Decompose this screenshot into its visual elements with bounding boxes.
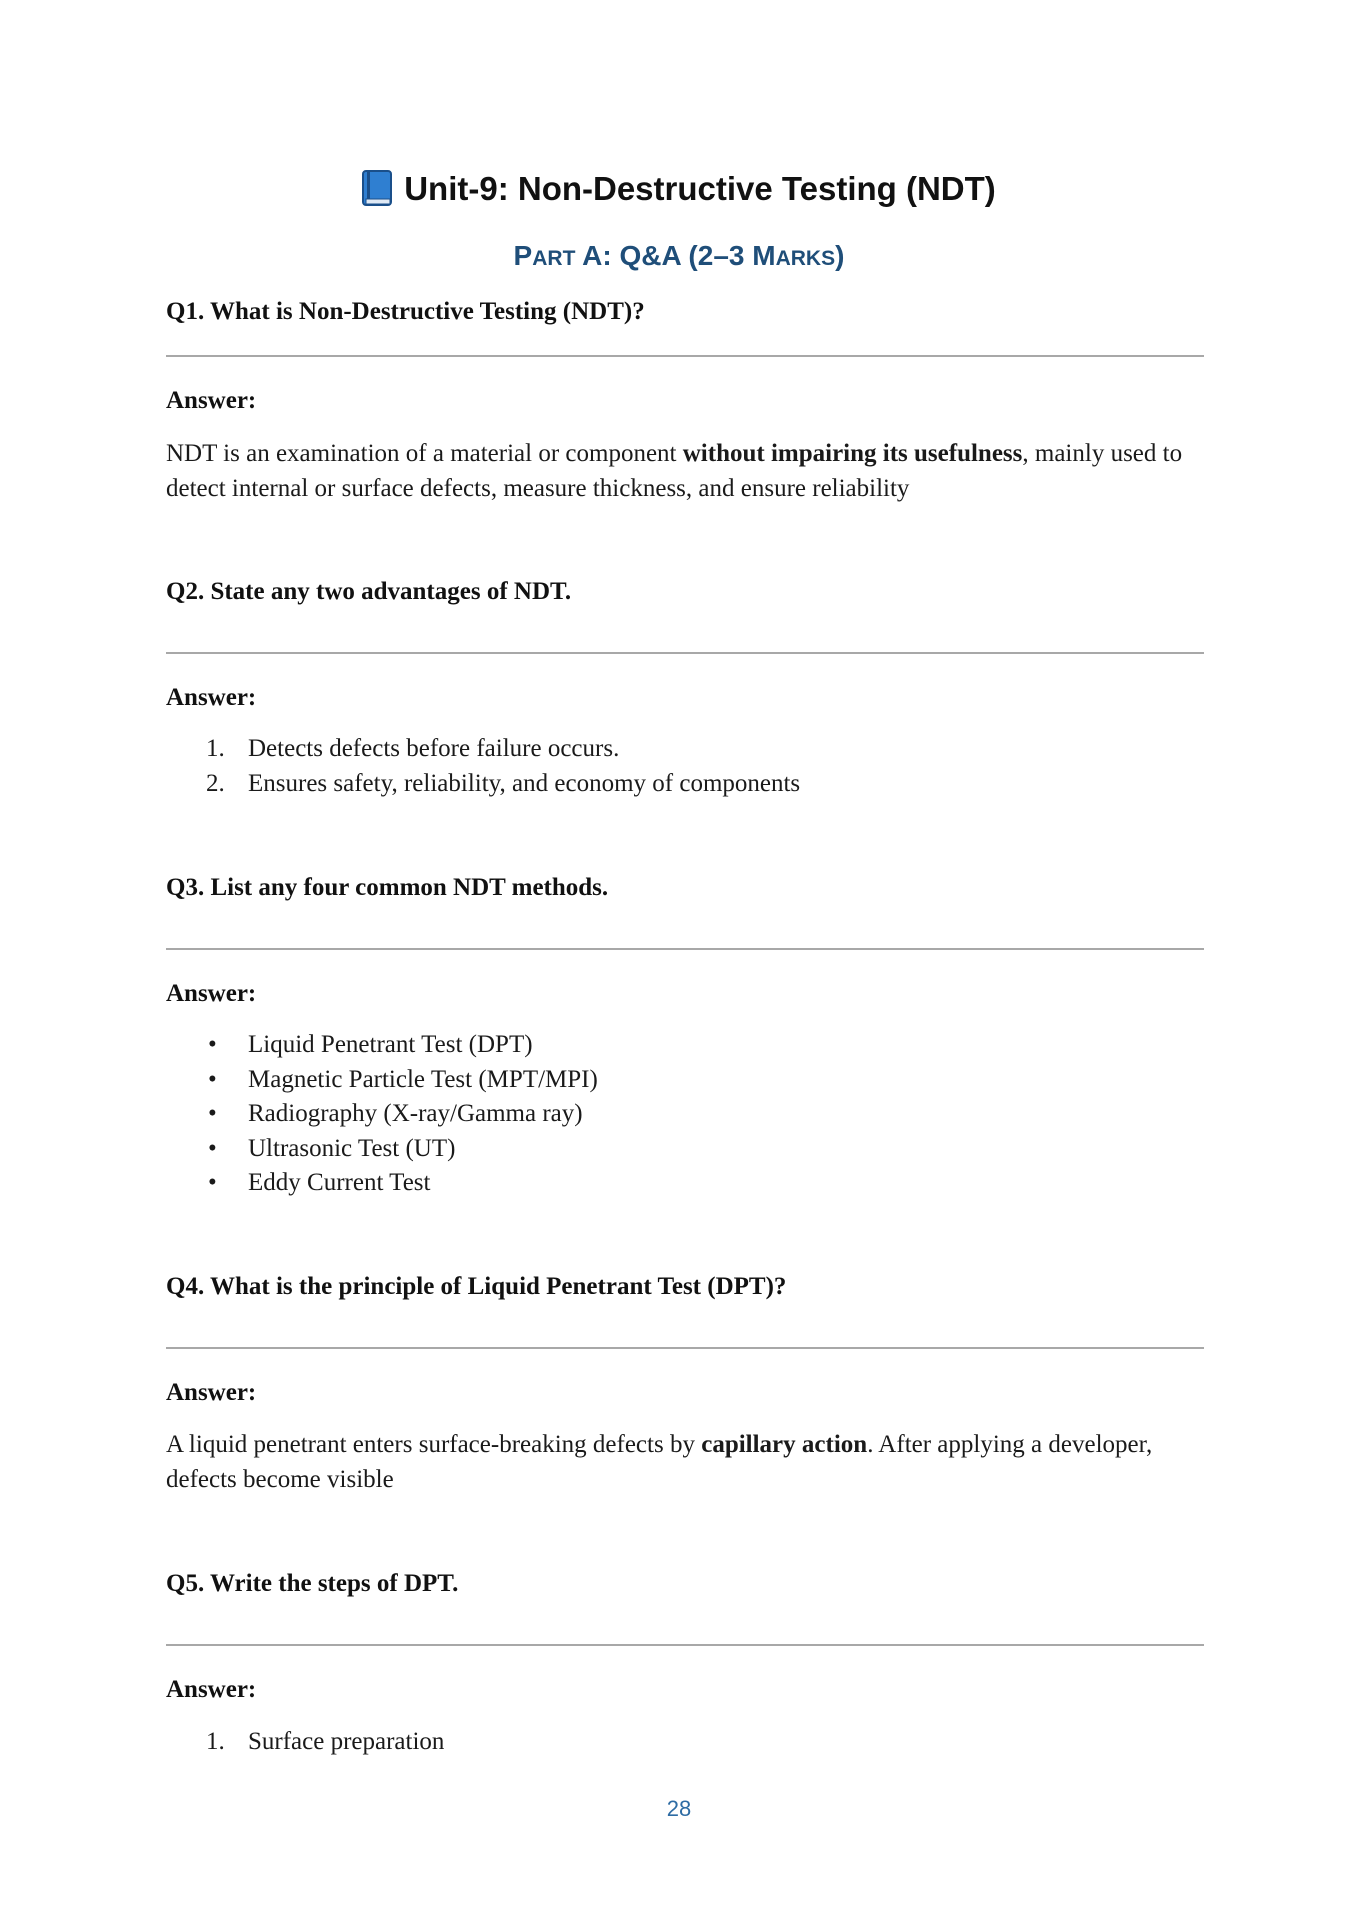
- divider-2: [166, 652, 1204, 654]
- answer-4: [166, 1427, 1206, 1497]
- answer-label-4: Answer:: [166, 1379, 257, 1406]
- list-item-text: Eddy Current Test: [248, 1169, 431, 1196]
- answer-label-2: Answer:: [166, 684, 257, 711]
- list-item-text: Magnetic Particle Test (MPT/MPI): [248, 1065, 598, 1093]
- list-item: [166, 767, 1166, 802]
- list-marker: 1.: [206, 735, 225, 762]
- answer-label-1: Answer:: [166, 387, 257, 414]
- question-3: Q3. List any four common NDT methods.: [166, 874, 609, 901]
- question-1: Q1. What is Non-Destructive Testing (NDT)?: [166, 298, 645, 325]
- list-item-text: Liquid Penetrant Test (DPT): [248, 1031, 533, 1058]
- bullet-marker: •: [208, 1169, 217, 1196]
- list-item: [166, 1028, 1166, 1063]
- bullet-marker: •: [208, 1100, 217, 1127]
- divider-3: [166, 948, 1204, 950]
- answer-3-list: [166, 1028, 1166, 1201]
- title-text: Unit-9: Non-Destructive Testing (NDT): [404, 170, 996, 207]
- blue-book-icon: [362, 170, 392, 206]
- list-item-text: Ensures safety, reliability, and economy of components: [248, 769, 801, 797]
- subtitle-smallcaps-part: ART: [532, 247, 576, 270]
- answer-label-5: Answer:: [166, 1676, 257, 1703]
- list-item: [166, 1063, 1166, 1098]
- answer-4-bold: capillary action: [701, 1431, 868, 1458]
- list-marker: 1.: [206, 1728, 225, 1755]
- answer-5-list: [166, 1725, 1166, 1760]
- bullet-marker: •: [208, 1031, 217, 1058]
- answer-4-text: A liquid penetrant enters surface-breaking defects by: [166, 1431, 702, 1458]
- question-5: Q5. Write the steps of DPT.: [166, 1570, 459, 1597]
- list-item-text: Radiography (X-ray/Gamma ray): [248, 1100, 583, 1127]
- page-title: [0, 170, 1358, 208]
- subtitle-cap-m: M: [752, 240, 776, 271]
- subtitle-smallcaps-marks: ARKS: [775, 247, 836, 270]
- answer-1: [166, 436, 1206, 506]
- subtitle-cap-p: P: [513, 240, 533, 271]
- divider-1: [166, 355, 1204, 357]
- answer-label-3: Answer:: [166, 980, 257, 1007]
- list-item: [166, 732, 1166, 767]
- answer-2-list: [166, 732, 1166, 801]
- divider-5: [166, 1644, 1204, 1646]
- bullet-marker: •: [208, 1065, 217, 1093]
- answer-1-text-end: , mainly used to detect internal or surface defects, measure thickness, and ensure reliability: [166, 440, 1183, 502]
- section-subtitle: [0, 240, 1358, 272]
- subtitle-end: ): [835, 240, 845, 271]
- list-item: [166, 1166, 1166, 1201]
- list-item: [166, 1097, 1166, 1132]
- list-item: [166, 1132, 1166, 1167]
- answer-1-bold: without impairing its usefulness: [682, 440, 1023, 467]
- question-4: Q4. What is the principle of Liquid Penetrant Test (DPT)?: [166, 1273, 787, 1300]
- bullet-marker: •: [208, 1134, 217, 1162]
- list-item-text: Surface preparation: [248, 1728, 445, 1755]
- list-item: [166, 1725, 1166, 1760]
- list-item-text: Detects defects before failure occurs.: [248, 735, 620, 762]
- answer-4-text-end: . After applying a developer, defects become visible: [166, 1431, 1153, 1493]
- page-number: 28: [666, 1796, 692, 1821]
- list-marker: 2.: [206, 769, 225, 797]
- list-item-text: Ultrasonic Test (UT): [248, 1134, 456, 1162]
- question-2: Q2. State any two advantages of NDT.: [166, 578, 572, 605]
- divider-4: [166, 1347, 1204, 1349]
- subtitle-middle: A: Q&A (2–3: [575, 240, 753, 271]
- answer-1-text: NDT is an examination of a material or component: [166, 440, 683, 467]
